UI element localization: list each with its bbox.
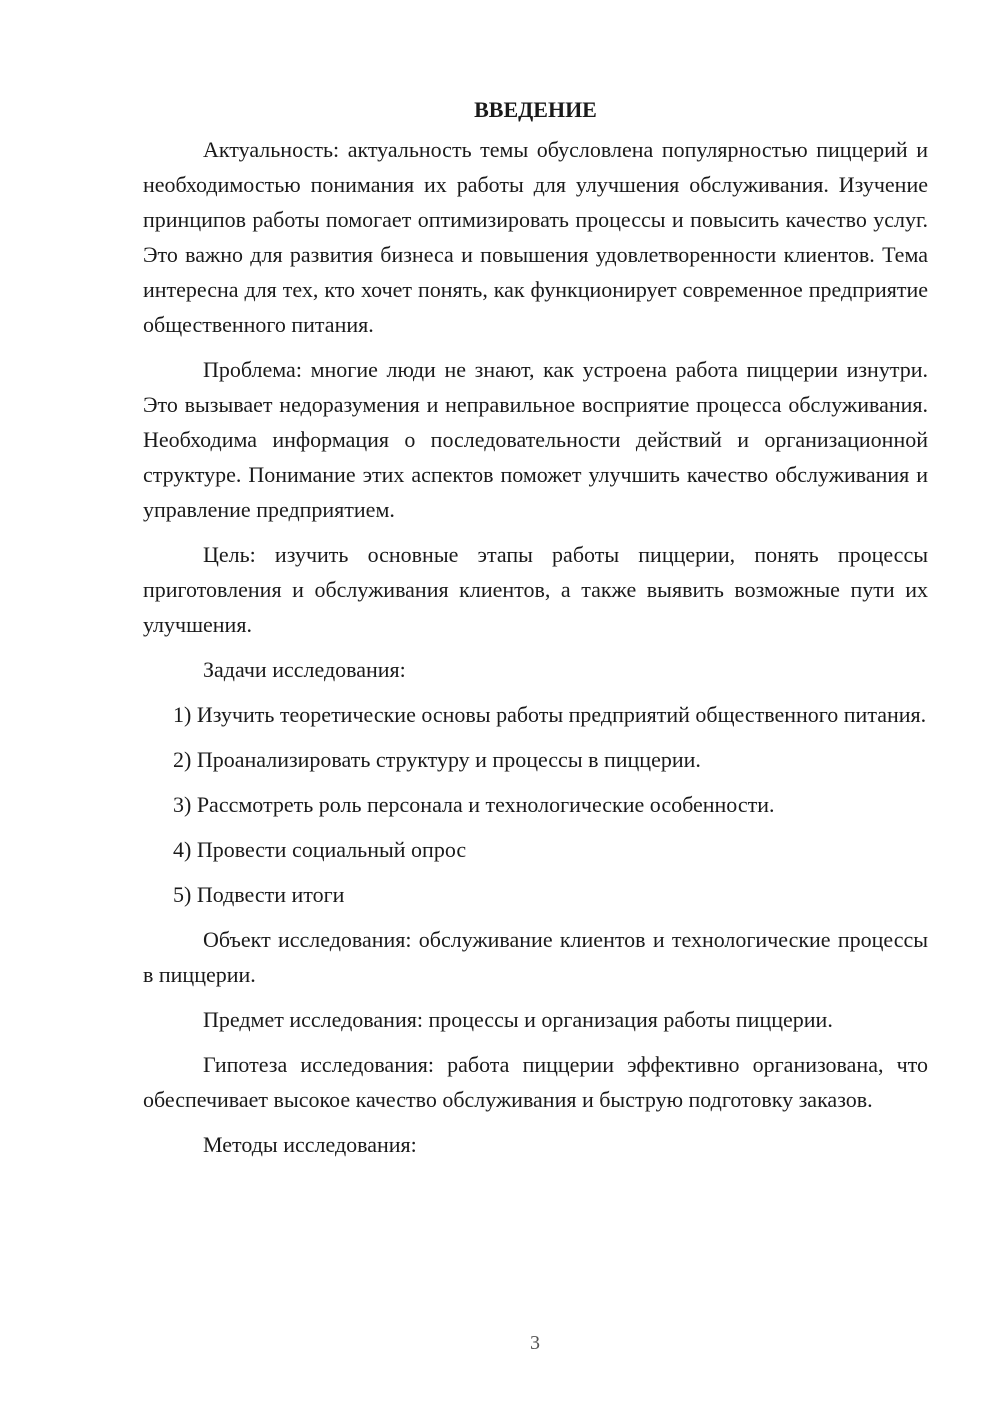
object-paragraph: Объект исследования: обслуживание клиентов и технологические процессы в пиццерии. [143,927,928,987]
page-number: 3 [530,1332,540,1354]
subject-paragraph: Предмет исследования: процессы и организация работы пиццерии. [203,1007,833,1032]
task-item-1: 1) Изучить теоретические основы работы предприятий общественного питания. [173,702,927,727]
tasks-heading: Задачи исследования: [203,657,406,682]
document-page [143,92,928,1172]
section-title: ВВЕДЕНИЕ [474,97,597,122]
task-item-4: 4) Провести социальный опрос [173,837,467,862]
task-item-3: 3) Рассмотреть роль персонала и технологические особенности. [173,792,775,817]
methods-heading: Методы исследования: [203,1132,417,1157]
relevance-paragraph: Актуальность: актуальность темы обусловлена популярностью пиццерий и необходимостью понимания их работы для улучшения обслуживания. Изучение принципов работы помогает оптимизировать процессы и повысить качество услуг. Это важно для развития бизнеса и повышения удовлетворенности клиентов. Тема интересна для тех, кто хочет понять, как функционирует современное предприятие общественного питания. [143,137,928,337]
goal-paragraph: Цель: изучить основные этапы работы пиццерии, понять процессы приготовления и обслуживания клиентов, а также выявить возможные пути их улучшения. [143,542,928,637]
hypothesis-paragraph: Гипотеза исследования: работа пиццерии эффективно организована, что обеспечивает высокое качество обслуживания и быструю подготовку заказов. [143,1052,928,1112]
task-item-5: 5) Подвести итоги [173,882,345,907]
task-item-2: 2) Проанализировать структуру и процессы в пиццерии. [173,747,701,772]
problem-paragraph: Проблема: многие люди не знают, как устроена работа пиццерии изнутри. Это вызывает недоразумения и неправильное восприятие процесса обслуживания. Необходима информация о последовательности действий и организационной структуре. Понимание этих аспектов поможет улучшить качество обслуживания и управление предприятием. [143,357,928,522]
